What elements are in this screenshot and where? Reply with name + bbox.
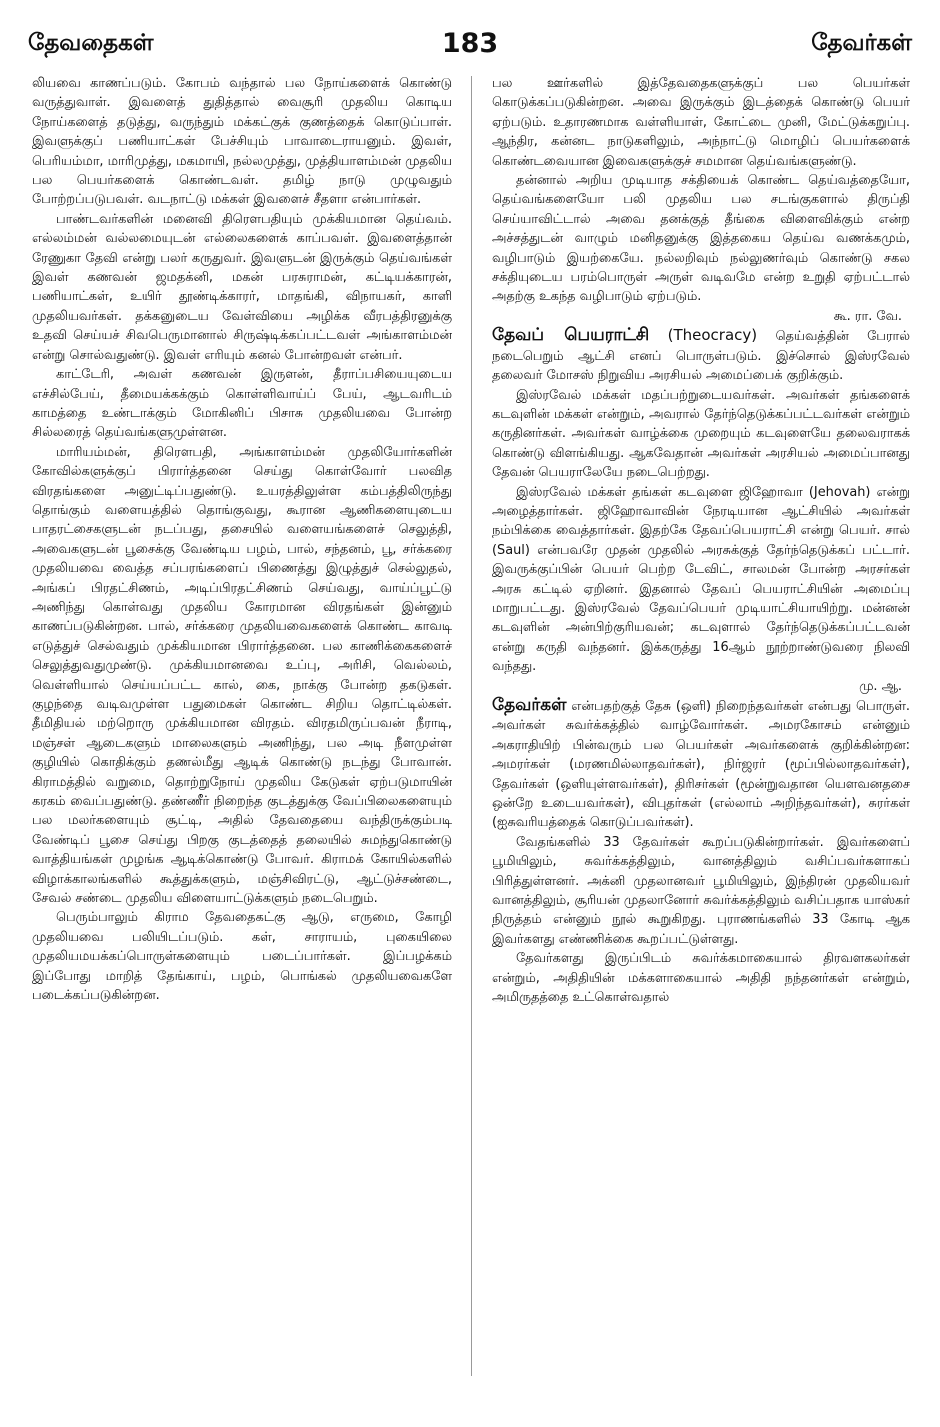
column-divider [471, 76, 472, 1376]
left-column [32, 74, 452, 1420]
entry-theocracy [492, 326, 910, 385]
left-paragraph-4: மாரியம்மன், திரௌபதி, அங்காளம்மன் முதலியோர்களின் கோவில்களுக்குப் பிரார்த்தனை செய்து கொள்வோர் பலவித விரதங்களை அனுட்டிப்பதுண்டு. உயரத்திலுள்ள கம்பத்திலிருந்து தொங்கும் வளையத்தில் தொங்குவது, கூரான ஆணிகளையுடைய பாதரட்சைகளுடன் நடப்பது, தசையில் வளையங்களைச் செலுத்தி, அவைகளுடன் பூசைக்கு வேண்டிய பழம், பால், சந்தனம், பூ, சர்க்கரை முதலியவை வைத்த சப்பரங்களைப் பிணைத்து இழுத்துச் செல்லுதல், அங்கப் பிரதட்சிணம், அடிப்பிரதட்சிணம் செய்வது, வாய்ப்பூட்டு அணிந்து கொள்வது முதலிய கோரமான விரதங்கள் இன்னும் காணப்படுகின்றன. பால், சர்க்கரை முதலியவைகளைக் கொண்ட காவடி எடுத்துச் செல்வதும் முக்கியமான பிரார்த்தனை. பல காணிக்கைகளைச் செலுத்துவதுமுண்டு. முக்கியமானவை உப்பு, அரிசி, வெல்லம், வெள்ளியால் செய்யப்பட்ட கால், கை, நாக்கு போன்ற தகடுகள். குழந்தை வடிவமுள்ள பதுமைகள் கொண்ட சிறிய தொட்டில்கள். தீமிதியல் மற்றொரு முக்கியமான விரதம். விரதமிருப்பவன் நீராடி, மஞ்சள் ஆடைகளும் மாலைகளும் அணிந்து, பல அடி நீளமுள்ள குழியில் கொதிக்கும் தணல்மீது ஆடிக் கொண்டு நடந்து போவான். கிராமத்தில் வறுமை, தொற்றுநோய் முதலிய கேடுகள் ஏற்படுமாயின் கரகம் வைப்பதுண்டு. தண்ணீர் நிறைந்த குடத்துக்கு வேப்பிலைகளையும் பல மலர்களையும் சூட்டி, அதில் தேவதையை வந்திருக்கும்படி வேண்டிப் பூசை செய்து பிறகு குடத்தைத் தலையில் சுமந்துகொண்டு வாத்தியங்கள் முழங்க ஆடிக்கொண்டு போவர். கிராமக் கோயில்களில் விழாக்காலங்களில் கூத்துக்களும், மஞ்சிவிரட்டு, ஆட்டுச்சண்டை, சேவல் சண்டை முதலிய விளையாட்டுக்களும் நடைபெறும். [32, 444, 452, 907]
entry-theocracy-text: தெய்வத்தின் பேரால் நடைபெறும் ஆட்சி எனப் பொருள்படும். இச்சொல் இஸ்ரவேல் தலைவர் மோசஸ் நிறுவிய அரசியல் அமைப்பைக் குறிக்கும். [492, 329, 910, 384]
left-paragraph-3: காட்டேரி, அவள் கணவன் இருளன், தீராப்பசியையுடைய எச்சில்பேய், தீமையக்கக்கும் கொள்ளிவாய்ப் பேய், ஆடவரிடம் காமத்தை உண்டாக்கும் மோகினிப் பிசாசு முதலியவை போன்ற சில்லரைத் தெய்வங்களுமுள்ளன. [32, 367, 452, 441]
left-paragraph-2: பாண்டவர்களின் மனைவி திரௌபதியும் முக்கியமான தெய்வம். எல்லம்மன் வல்லமையுடன் எல்லைகளைக் காப்பவள். இவளைத்தான் ரேணுகா தேவி என்று பலர் கருதுவர். இவளுடன் இருக்கும் தெய்வங்கள் இவள் கணவன் ஜமதக்னி, மகன் பரசுராமன், கட்டியக்காரன், பணியாட்கள், உயிர் தூண்டிக்காரர், மாதங்கி, விநாயகர், காளி முதலியவர்கள். தக்கனுடைய வேள்வியை அழிக்க வீரபத்திரனுக்கு உதவி செய்யச் சிவபெருமானால் சிருஷ்டிக்கப்பட்டவள் அங்காளம்மன் என்று சொல்வதுண்டு. இவள் எரியும் கனல் போன்றவள் என்பர். [32, 211, 452, 363]
entry-devargal [492, 696, 910, 833]
entry-theocracy-title: தேவப் பெயராட்சி [492, 325, 650, 346]
theocracy-paragraph-2: இஸ்ரவேல் மக்கள் மதப்பற்றுடையவர்கள். அவர்கள் தங்களைக் கடவுளின் மக்கள் என்றும், அவரால் தேர்ந்தெடுக்கப்பட்டவர்கள் என்றும் கருதினர்கள். அவர்கள் வாழ்க்கை முறையும் கடவுளையே தலைவராகக் கொண்டு விளங்கியது. ஆகவேதான் அவர்கள் அரசியல் அமைப்பானது தேவன் பெயராலேயே நடைபெற்றது. [492, 387, 910, 481]
left-paragraph-1: லியவை காணப்படும். கோபம் வந்தால் பல நோய்களைக் கொண்டு வருத்துவாள். இவளைத் துதித்தால் வைசூரி முதலிய கொடிய நோய்களைத் தடுத்து, வருந்தும் மக்கட்குக் குணத்தைக் கொடுப்பாள். இவளுக்குப் பணியாட்கள் பேச்சியும் பாவாடைராயனும். இவள், பெரியம்மா, மாரிமுத்து, மகமாயி, நல்லமுத்து, முத்தியாளம்மன் முதலிய பல பெயர்களைக் கொண்டவள். தமிழ் நாடு முழுவதும் போற்றப்படுபவள். வடநாட்டு மக்கள் இவளைச் சீதளா என்பார்கள். [32, 76, 452, 208]
theocracy-paragraph-3: இஸ்ரவேல் மக்கள் தங்கள் கடவுளை ஜிஹோவா (Jehovah) என்று அழைத்தார்கள். ஜிஹோவாவின் நேரடியான ஆட்சியில் அவர்கள் நம்பிக்கை வைத்தார்கள். இதற்கே தேவப்பெயராட்சி என்று பெயர். சால் (Saul) என்பவரே முதன் முதலில் அரசுக்குத் தேர்ந்தெடுக்கப் பட்டார். இவருக்குப்பின் பெயர் பெற்ற டேவிட், சாலமன் போன்ற அரசர்கள் அரசு கட்டில் ஏறினர். இதனால் தேவப் பெயராட்சியின் அமைப்பு மாறுபட்டது. இஸ்ரவேல் தேவப்பெயர் முடியாட்சியாயிற்று. மன்னன் கடவுளின் அன்பிற்குரியவன்; கடவுளால் தேர்ந்தெடுக்கப்பட்டவன் என்று கருதி வந்தனர். இக்கருத்து 16ஆம் நூற்றாண்டுவரை நிலவி வந்தது. [492, 484, 910, 675]
right-column [492, 74, 910, 1420]
right-paragraph-2: தன்னால் அறிய முடியாத சக்தியைக் கொண்ட தெய்வத்தையோ, தெய்வங்களையோ பலி முதலிய பல சடங்குகளால் திருப்தி செய்யாவிட்டால் அவை தனக்குத் தீங்கை விளைவிக்கும் என்ற அச்சத்துடன் வாழும் மனிதனுக்கு இத்தகைய தெய்வ வணக்கமும், வழிபாடும் இயற்கையே. நல்லறிவும் நல்லுணர்வும் கொண்டு சகல சக்தியுடைய பரம்பொருள் அருள் வடிவமே என்ற உறுதி ஏற்பட்டால் அதற்கு உகந்த வழிபாடும் ஏற்படும். [492, 173, 910, 305]
header-left-title: தேவதைகள் [28, 30, 154, 56]
right-paragraph-1: பல ஊர்களில் இத்தேவதைகளுக்குப் பல பெயர்கள் கொடுக்கப்படுகின்றன. அவை இருக்கும் இடத்தைக் கொண்டு பெயர் ஏற்படும். உதாரணமாக வள்ளியாள், கோட்டை முனி, மேட்டுக்கறுப்பு. ஆந்திர, கன்னட நாடுகளிலும், அந்நாட்டு மொழிப் பெயர்களைக் கொண்டவையான இவைகளுக்குச் சமமான தெய்வங்களுண்டு. [492, 76, 910, 169]
author-signature-2: மு. ஆ. [859, 678, 902, 694]
entry-theocracy-english: (Theocracy) [667, 326, 758, 345]
devargal-paragraph-2: வேதங்களில் 33 தேவர்கள் கூறப்படுகின்றார்கள். இவர்களைப் பூமியிலும், சுவர்க்கத்திலும், வானத்திலும் வசிப்பவர்களாகப் பிரித்துள்ளனர். அக்னி முதலானவர் பூமியிலும், இந்திரன் முதலியவர் வானத்திலும், சூரியன் முதலானோர் சுவர்க்கத்திலும் வசிப்பதாக யாஸ்கர் நிருத்தம் என்னும் நூல் கூறுகிறது. புராணங்களில் 33 கோடி ஆக இவர்களது எண்ணிக்கை கூறப்பட்டுள்ளது. [492, 834, 910, 947]
page-number: 183 [441, 28, 499, 59]
page-header [28, 28, 912, 68]
author-signature-1: கூ. ரா. வே. [833, 308, 902, 324]
header-right-title: தேவர்கள் [811, 30, 912, 56]
left-paragraph-5: பெரும்பாலும் கிராம தேவதைகட்கு ஆடு, எருமை, கோழி முதலியவை பலியிடப்படும். கள், சாராயம், புகையிலை முதலியமயக்கப்பொருள்களையும் படைப்பார்கள். இப்பழக்கம் இப்போது மாறித் தேங்காய், பழம், பொங்கல் முதலியவைகளே படைக்கப்படுகின்றன. [32, 910, 452, 1004]
devargal-paragraph-3: தேவர்களது இருப்பிடம் சுவர்க்கமாகையால் திரவளகலர்கள் என்றும், அதிதியின் மக்களாகையால் அதிதி நந்தனர்கள் என்றும், அமிருதத்தை உட்கொள்வதால் [492, 951, 910, 1006]
entry-devargal-text: என்பதற்குத் தேசு (ஒளி) நிறைந்தவர்கள் என்பது பொருள். அவர்கள் சுவர்க்கத்தில் வாழ்வோர்கள். அமரகோசம் என்னும் அகராதியிற் பின்வரும் பல பெயர்கள் அவர்களைக் குறிக்கின்றன: அமரர்கள் (மரணமில்லாதவர்கள்), நிர்ஜரர் (மூப்பில்லாதவர்கள்), தேவர்கள் (ஒளியுள்ளவர்கள்), திரிசர்கள் (மூன்றுவதான யௌவனதசை ஒன்றே உடையவர்கள்), விபுதர்கள் (எல்லாம் அறிந்தவர்கள்), சுரர்கள் (ஐசுவரியத்தைக் கொடுப்பவர்கள்). [492, 699, 910, 831]
entry-devargal-title: தேவர்கள் [492, 695, 567, 715]
